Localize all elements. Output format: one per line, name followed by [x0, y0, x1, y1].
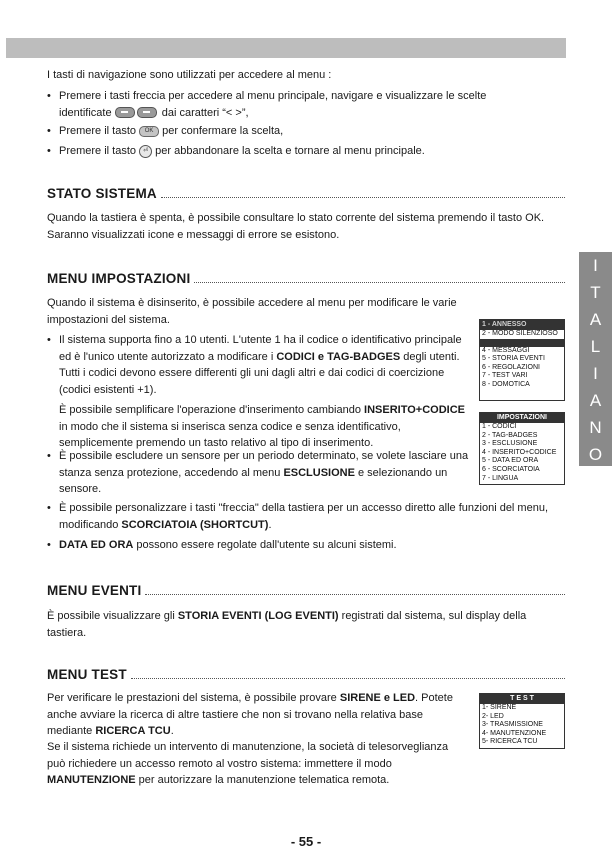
impostazioni-bullet-utenti: • Il sistema supporta fino a 10 utenti. L'utente 1 ha il codice o identificativo principale ed è l'unico utente autorizzato a modificare i CODICI e TAG-BADGES degli utenti. Tutti i codici devono essere differenti gli uni dagli altri e dai codici di coercizione (codici esistenti +1). È possibile semplificare l'operazione d'inserimento cambiando INSERITO+CODICE in modo che il sistema si inserisca senza codice e senza identificativo, semplicemente premendo un tasto relativo al tipo di inserimento. — [47, 334, 465, 449]
impostazioni-bullet-esclusione: • È possibile escludere un sensore per un periodo determinato, se volete lasciare una stanza senza protezione, accedendo al menu ESCLUSIONE e selezionando un sensore. — [47, 450, 469, 495]
intro-bullet-exit: • Premere il tasto ⏎ per abbandonare la scelta e tornare al menu principale. — [47, 145, 425, 157]
eventi-text: È possibile visualizzare gli STORIA EVENTI (LOG EVENTI) registrati dal sistema, sul display della tastiera. — [47, 610, 527, 639]
arrow-right-key-icon — [137, 107, 157, 118]
test-paragraph-1: Per verificare le prestazioni del sistema, è possibile provare SIRENE e LED. Potete anche avviare la ricerca di altre tastiere che non si trovano nella relativa base mediante RICERCA TCU. — [47, 692, 453, 737]
language-side-tab: I T A L I A N O — [579, 252, 612, 466]
section-heading-impostazioni: MENU IMPOSTAZIONI — [47, 271, 565, 286]
section-heading-stato: STATO SISTEMA — [47, 186, 565, 201]
lcd-test-header: T E S T — [480, 694, 564, 704]
lcd-main-menu-header: 1 - ANNESSO — [480, 320, 564, 330]
header-bar — [6, 38, 566, 58]
intro-bullet-arrows: • Premere i tasti freccia per accedere al menu principale, navigare e visualizzare le scelte identificate dai caratteri “< >”, — [47, 90, 487, 119]
lcd-test-menu: T E S T 1- SIRENE 2- LED 3- TRASMISSIONE 4- MANUTENZIONE 5- RICERCA TCU — [479, 693, 565, 749]
section-heading-eventi: MENU EVENTI — [47, 583, 565, 598]
impostazioni-bullet-shortcut: • È possibile personalizzare i tasti "freccia" della tastiera per un accesso diretto alle funzioni del menu, modificando SCORCIATOIA (SHORTCUT). — [47, 502, 549, 531]
impostazioni-bullet-data: • DATA ED ORA possono essere regolate dall'utente su alcuni sistemi. — [47, 539, 397, 551]
lcd-main-menu: 1 - ANNESSO 2 - MODO SILENZIOSO 4 - MESSAGGI 5 - STORIA EVENTI 6 - REGOLAZIONI 7 - TEST VARI 8 - DOMOTICA — [479, 319, 565, 401]
lcd-impostazioni-header: IMPOSTAZIONI — [480, 413, 564, 423]
page-number: - 55 - — [290, 834, 322, 849]
ok-key-icon: OK — [139, 126, 159, 137]
section-heading-test: MENU TEST — [47, 667, 565, 682]
intro-bullet-ok: • Premere il tasto OK per confermare la scelta, — [47, 125, 284, 137]
lcd-impostazioni-menu: IMPOSTAZIONI 1 - CODICI 2 - TAG-BADGES 3 - ESCLUSIONE 4 - INSERITO+CODICE 5 - DATA ED ORA 6 - SCORCIATOIA 7 - LINGUA — [479, 412, 565, 485]
test-paragraph-2: Se il sistema richiede un intervento di manutenzione, la società di telesorveglianza può richiedere un accesso remoto al vostro sistema: immettere il modo MANUTENZIONE per autorizzare la manutenzione telematica remota. — [47, 741, 449, 786]
impostazioni-lead: Quando il sistema è disinserito, è possibile accedere al menu per modificare le varie impostazioni del sistema. — [47, 297, 457, 326]
stato-text: Quando la tastiera è spenta, è possibile consultare lo stato corrente del sistema premendo il tasto OK. Saranno visualizzati icone e messaggi di errore se esistono. — [47, 212, 545, 241]
lcd-highlight-bar — [480, 339, 564, 347]
arrow-left-key-icon — [115, 107, 135, 118]
exit-key-icon: ⏎ — [139, 145, 152, 158]
intro-lead: I tasti di navigazione sono utilizzati per accedere al menu : — [47, 69, 332, 81]
